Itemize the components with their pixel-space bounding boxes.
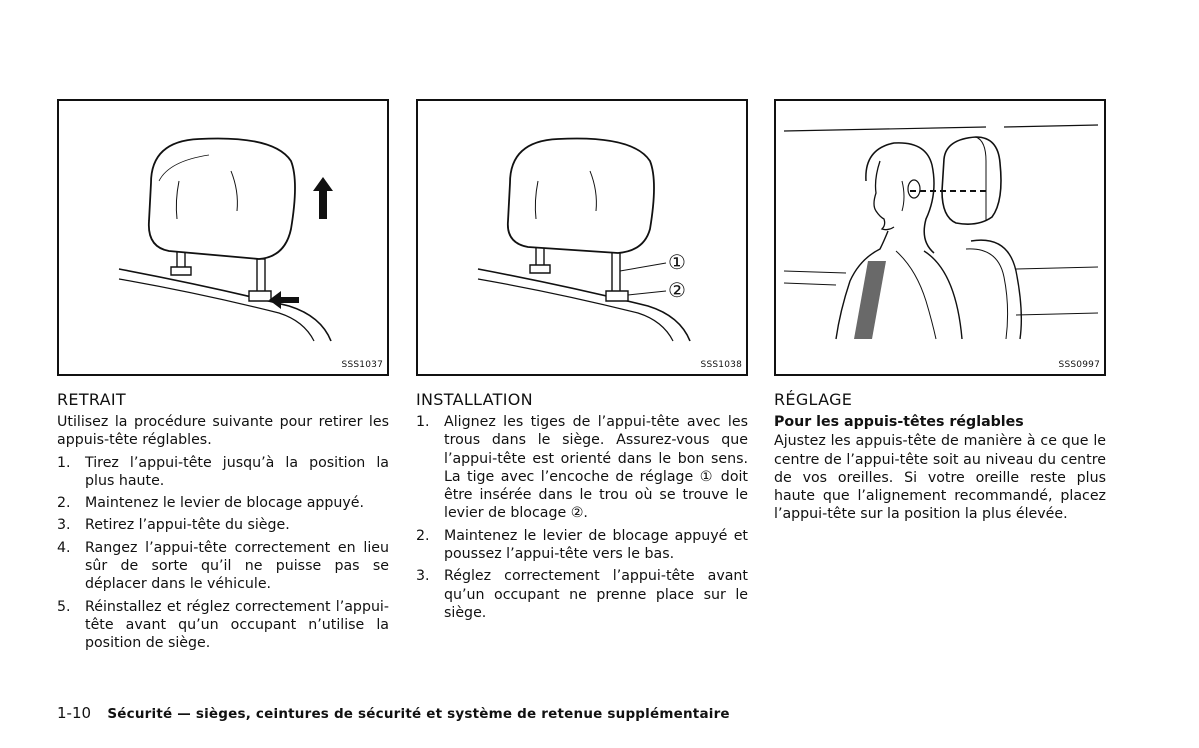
list-item: 3. Réglez correctement l’appui-tête avant qu’un occupant ne prenne place sur le siège. <box>416 568 748 621</box>
section-heading-reglage: RÉGLAGE <box>774 390 853 409</box>
section-heading-installation: INSTALLATION <box>416 390 533 409</box>
intro-text: Utilisez la procédure suivante pour retirer les appuis-tête réglables. <box>57 414 389 449</box>
list-item: 3. Retirez l’appui-tête du siège. <box>57 517 290 534</box>
body-text: Ajustez les appuis-tête de manière à ce que le centre de l’appui-tête soit au niveau du centre de vos oreilles. Si votre oreille reste plus haute que l’alignement recommandé, placez l’appui-tête sur la position la plus élevée. <box>774 433 1106 523</box>
headrest-removal-illustration <box>59 101 387 374</box>
figure-code: SSS0997 <box>1058 360 1100 370</box>
chapter-title: Sécurité — sièges, ceintures de sécurité et système de retenue supplémentaire <box>107 706 730 722</box>
subheading: Pour les appuis-têtes réglables <box>774 414 1024 430</box>
list-item: 2. Maintenez le levier de blocage appuyé. <box>57 495 365 512</box>
figure-code: SSS1038 <box>700 360 742 370</box>
section-heading-retrait: RETRAIT <box>57 390 127 409</box>
column-retrait <box>57 99 389 657</box>
list-item: 1. Tirez l’appui-tête jusqu’à la position la plus haute. <box>57 454 389 489</box>
list-item: 4. Rangez l’appui-tête correctement en lieu sûr de sorte qu’il ne puisse pas se déplacer dans le véhicule. <box>57 539 389 593</box>
column-reglage <box>774 99 1106 524</box>
headrest-adjustment-illustration <box>776 101 1104 374</box>
list-item: 5. Réinstallez et réglez correctement l’appui-tête avant qu’un occupant n’utilise la position de siège. <box>57 598 389 652</box>
figure-headrest-adjustment <box>774 99 1106 376</box>
callout-1: ① <box>668 250 686 274</box>
headrest-installation-illustration <box>418 101 746 374</box>
list-item: 1. Alignez les tiges de l’appui-tête avec les trous dans le siège. Assurez-vous que l’appui-tête est orienté dans le bon sens. La tige avec l’encoche de réglage ① doit être insérée dans le trou où se trouve le levier de blocage ②. <box>416 414 748 522</box>
page-number: 1-10 <box>57 704 92 722</box>
list-item: 2. Maintenez le levier de blocage appuyé et poussez l’appui-tête vers le bas. <box>416 527 748 563</box>
removal-steps <box>57 454 389 653</box>
figure-headrest-removal <box>57 99 389 376</box>
figure-code: SSS1037 <box>341 360 383 370</box>
callout-2: ② <box>668 278 686 302</box>
figure-headrest-installation <box>416 99 748 376</box>
installation-steps <box>416 413 748 622</box>
column-installation <box>416 99 748 626</box>
page-footer <box>57 704 730 722</box>
